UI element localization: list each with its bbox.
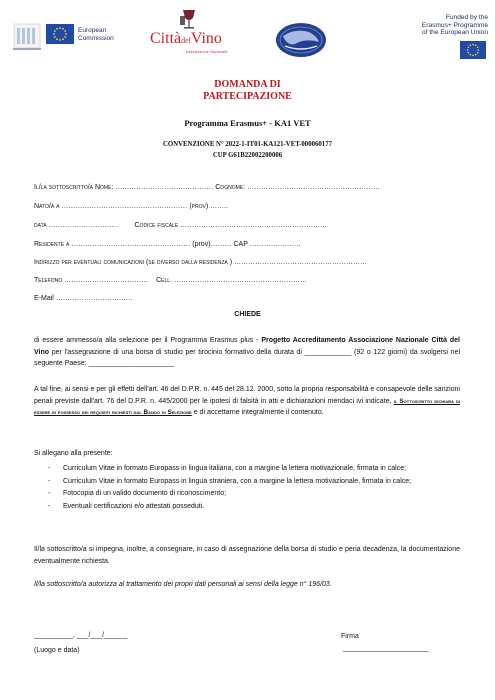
label-data: data bbox=[34, 222, 47, 229]
field-indirizzo[interactable]: ………………………………………………… bbox=[233, 259, 367, 266]
paragraph-richiesta bbox=[34, 335, 460, 370]
label-nato: Nato/a a bbox=[34, 203, 60, 210]
paragraph-impegno: Il/la sottoscritto/a si impegna, inoltre, a consegnare, in caso di assegnazione della borsa di studio e pena decadenza, la documentazione eventualmente richiesta. bbox=[34, 546, 460, 565]
list-item: - Fotocopia di un valido documento di riconoscimento; bbox=[48, 490, 227, 498]
ec-line-2: Commission bbox=[78, 34, 114, 42]
field-luogo-nascita[interactable]: ……………………………………………… bbox=[61, 203, 188, 210]
para2-text: A tal fine, ai sensi e per gli effetti dell'art. 46 del D.P.R. n. 445 del 28.12. 2000, sotto la propria responsabilità e consapevole delle sanzioni penali previste dall'art. 76 del D.P.R. n. 445/2000 per le ipotesi di falsità in atti e dichiarazioni mendaci ivi indicate, bbox=[34, 386, 460, 405]
field-row-name bbox=[34, 183, 380, 192]
document-title bbox=[0, 79, 495, 103]
convenzione-block bbox=[0, 139, 495, 161]
field-row-data bbox=[34, 221, 327, 230]
firma-label: Firma bbox=[341, 633, 359, 640]
field-email[interactable]: …………………………… bbox=[55, 295, 133, 302]
programme-title: Programma Erasmus+ - KA1 VET bbox=[184, 118, 311, 128]
field-data-nascita[interactable]: ………………………… bbox=[48, 222, 119, 229]
funded-line-3: of the European Union bbox=[422, 29, 488, 37]
label-cell: Cell. bbox=[156, 277, 172, 284]
list-item: - Eventuali certificazioni e/o attestati posseduti. bbox=[48, 503, 205, 511]
allegato-documento: Fotocopia di un valido documento di riconoscimento; bbox=[63, 490, 227, 498]
date-label: (Luogo e data) bbox=[34, 647, 80, 654]
list-item: - Curriculum Vitae in formato Europass in lingua straniera, con a margine la lettera motivazionale, firmata in calce; bbox=[48, 477, 412, 485]
para1-project: Progetto Accreditamento Associazione Nazionale Città del Vino bbox=[34, 337, 460, 356]
funded-line-1: Funded by the bbox=[445, 14, 488, 21]
label-telefono: Telefono bbox=[34, 277, 63, 284]
cdv-city: Città bbox=[150, 30, 182, 47]
label-cognome: Cognome: bbox=[215, 184, 246, 191]
allegato-certificazioni: Eventuali certificazioni e/o attestati posseduti. bbox=[63, 503, 205, 511]
field-row-email bbox=[34, 294, 133, 303]
cdv-subtitle: Associazione Nazionale bbox=[186, 50, 228, 54]
para1-text: di essere ammesso/a alla selezione per il Programma Erasmus plus - bbox=[34, 337, 262, 344]
erasmus-funded-logo bbox=[398, 14, 488, 48]
field-nome[interactable]: …………………………………… bbox=[115, 184, 214, 191]
field-cell[interactable]: ………………………………………………… bbox=[173, 277, 307, 284]
field-codice-fiscale[interactable]: ……………………………………………………… bbox=[180, 222, 328, 229]
label-codice-fiscale: Codice fiscale bbox=[134, 222, 179, 229]
field-row-residenza bbox=[34, 240, 301, 249]
cdv-vino: Vino bbox=[190, 30, 222, 47]
label-nome: Il/la sottoscritto/a Nome: bbox=[34, 184, 114, 191]
allegato-cv-italiano: Curriculum Vitae in formato Europass in lingua italiana, con a margine la lettera motivazionale, firmata in calce; bbox=[63, 465, 407, 472]
eu-flag-icon bbox=[46, 24, 74, 44]
field-cognome[interactable]: ………………………………………………… bbox=[246, 184, 380, 191]
field-row-telefono bbox=[34, 276, 307, 285]
field-residenza[interactable]: …………………………………………… bbox=[71, 241, 191, 248]
ec-logo-text bbox=[78, 27, 114, 42]
para2-declaration: il Sottoscritto dichiara di essere in possesso dei requisiti richiesti dal Bando di Selezione bbox=[34, 397, 461, 416]
european-commission-logo bbox=[12, 18, 122, 54]
funded-text bbox=[422, 14, 488, 37]
cdv-wordmark bbox=[150, 30, 222, 48]
ec-building-icon bbox=[12, 18, 42, 52]
citta-del-vino-logo bbox=[148, 8, 238, 60]
eu-flag-icon bbox=[460, 41, 486, 59]
allegati-list bbox=[34, 463, 460, 514]
ec-line-1: European bbox=[78, 27, 107, 34]
label-residente: Residente a bbox=[34, 241, 70, 248]
list-item: - Curriculum Vitae in formato Europass in lingua italiana, con a margine la lettera motivazionale, firmata in calce; bbox=[48, 465, 407, 472]
para2-text-2: e di accettarne integralmente il contenuto. bbox=[191, 409, 324, 416]
para1-text-2: per l'assegnazione di una borsa di studio per tirocinio formativo della durata di ____________ (92 o 122 giorni) da svolgersi nel seguente Paese: ______________________ bbox=[34, 348, 460, 367]
allegato-cv-straniero: Curriculum Vitae in formato Europass in lingua straniera, con a margine la lettera motivazionale, firmata in calce; bbox=[63, 477, 412, 485]
date-field[interactable]: __________, ___/___/______ bbox=[34, 632, 128, 639]
paragraph-privacy: Il/la sottoscritto/a autorizza al trattamento dei propri dati personali ai sensi della legge n° 196/03. bbox=[34, 581, 332, 588]
field-prov-cap[interactable]: (prov)……… CAP …………………. bbox=[192, 241, 301, 248]
title-line-2: PARTECIPAZIONE bbox=[203, 91, 292, 102]
label-email: E-Mail bbox=[34, 295, 54, 302]
recevin-logo bbox=[275, 22, 327, 63]
cup-code: CUP G61B22002200006 bbox=[212, 152, 283, 159]
allegati-intro: Si allegano alla presente: bbox=[34, 450, 113, 457]
chiede-heading: CHIEDE bbox=[234, 311, 261, 318]
recevin-globe-icon bbox=[275, 22, 327, 58]
field-telefono[interactable]: ……………………………… bbox=[64, 277, 149, 284]
funded-line-2: Erasmus+ Programme bbox=[421, 21, 488, 29]
field-row-indirizzo bbox=[34, 258, 367, 267]
label-indirizzo: Indirizzo per eventuali comunicazioni (se diverso dalla residenza ) bbox=[34, 259, 233, 266]
convenzione-number: CONVENZIONE N° 2022-1-IT01-KA121-VET-000060177 bbox=[163, 141, 332, 148]
field-prov-nascita[interactable]: (prov) …….. bbox=[189, 203, 229, 210]
cdv-del: del bbox=[181, 36, 191, 45]
field-row-born bbox=[34, 202, 228, 211]
title-line-1: DOMANDA DI bbox=[214, 79, 281, 90]
firma-field[interactable]: ______________________ bbox=[343, 645, 429, 652]
paragraph-dichiarazione bbox=[34, 384, 460, 419]
